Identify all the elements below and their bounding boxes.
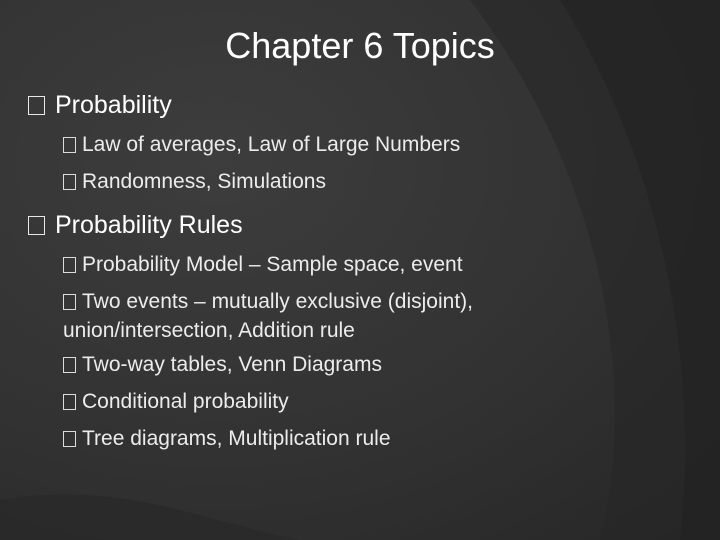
sub-item: Tree diagrams, Multiplication rule (63, 420, 678, 457)
sub-item: Probability Model – Sample space, event (63, 246, 678, 283)
missing-glyph-box-icon (63, 257, 76, 273)
sub-list (28, 246, 678, 457)
sub-item: Two events – mutually exclusive (disjoint), union/intersection, Addition rule (63, 283, 678, 346)
missing-glyph-box-icon (63, 431, 76, 447)
sub-item: Conditional probability (63, 383, 678, 420)
sub-list (28, 126, 678, 200)
bullet-label: Probability Rules (55, 211, 243, 239)
bullet-list (28, 88, 678, 465)
bullet-item (28, 208, 678, 457)
sub-item: Randomness, Simulations (63, 163, 678, 200)
sub-item-continuation: union/intersection, Addition rule (63, 319, 355, 342)
missing-glyph-box-icon (28, 96, 45, 115)
sub-item: Law of averages, Law of Large Numbers (63, 126, 678, 163)
sub-item: Two-way tables, Venn Diagrams (63, 346, 678, 383)
bullet-label: Probability (55, 91, 172, 119)
missing-glyph-box-icon (28, 216, 45, 235)
missing-glyph-box-icon (63, 137, 76, 153)
bullet-item (28, 88, 678, 200)
missing-glyph-box-icon (63, 394, 76, 410)
missing-glyph-box-icon (63, 357, 76, 373)
missing-glyph-box-icon (63, 174, 76, 190)
slide-title: Chapter 6 Topics (225, 25, 495, 66)
missing-glyph-box-icon (63, 294, 76, 310)
